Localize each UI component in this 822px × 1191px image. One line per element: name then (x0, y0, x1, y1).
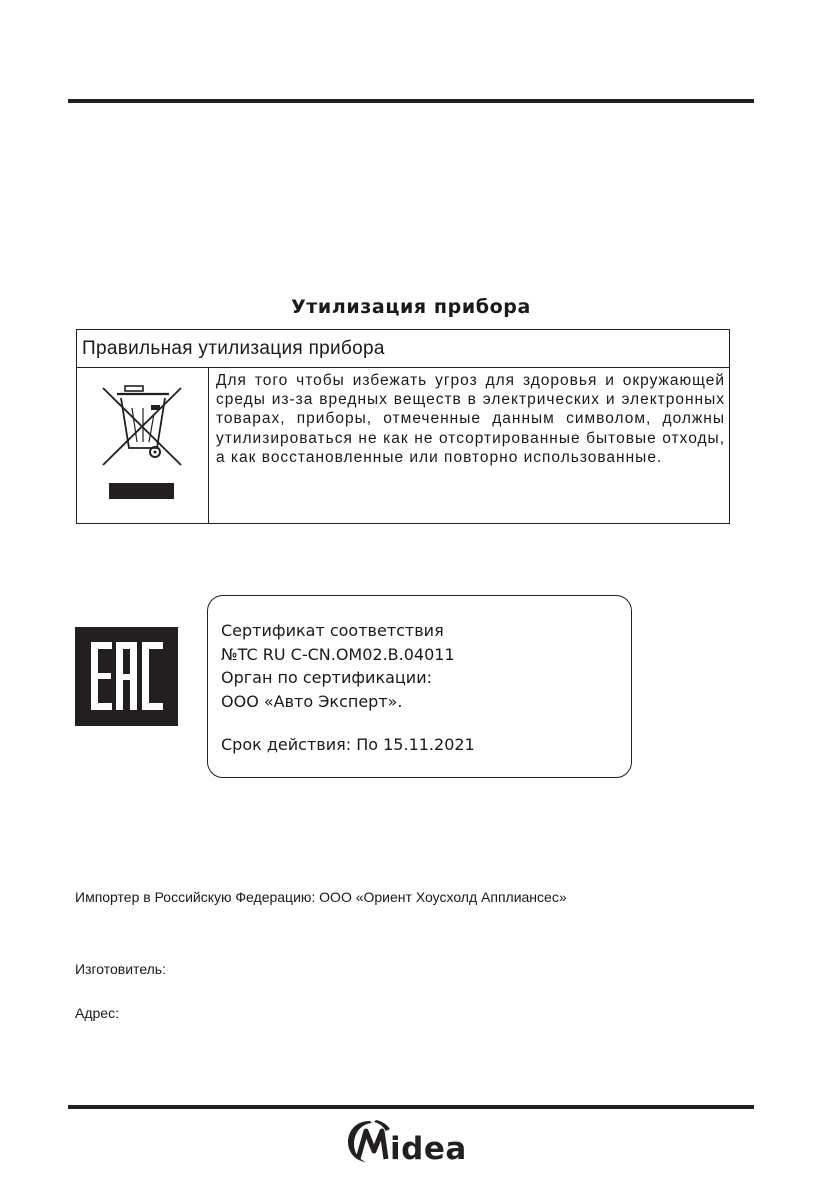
address-label: Адрес: (75, 1005, 119, 1021)
certificate-line: Сертификат соответствия (221, 621, 444, 640)
disposal-description (216, 371, 725, 467)
disposal-description-text: Для того чтобы избежать угроз для здоровья и окружающей среды из-за вредных веществ в электрических и электронных товарах, приборы, отмеченные данным символом, должны утилизироваться не как не отсортированные бытовые отходы, а как восстановленные или повторно использованные. (216, 372, 725, 466)
certificate-number: №TC RU C-CN.OM02.B.04011 (221, 644, 455, 664)
bottom-divider (68, 1105, 754, 1109)
disposal-table (76, 329, 730, 524)
top-divider (68, 99, 754, 103)
svg-text:idea: idea (390, 1131, 467, 1167)
section-title: Утилизация прибора (291, 296, 531, 318)
importer-line: Импортер в Российскую Федерацию: ООО «Ориент Хоусхолд Апплиансес» (75, 889, 567, 905)
manufacturer-label: Изготовитель: (75, 961, 166, 977)
eac-mark-icon (75, 627, 178, 726)
midea-logo-icon (346, 1115, 476, 1167)
certificate-lines (221, 619, 455, 713)
certificate-validity: Срок действия: По 15.11.2021 (221, 735, 475, 754)
certificate-line: Орган по сертификации: (221, 668, 432, 687)
crossed-out-wheelie-bin-icon (77, 368, 209, 524)
certificate-box (207, 595, 632, 778)
certificate-line: ООО «Авто Эксперт». (221, 691, 403, 711)
disposal-header: Правильная утилизация прибора (77, 330, 729, 368)
disposal-icon-cell (77, 368, 209, 523)
